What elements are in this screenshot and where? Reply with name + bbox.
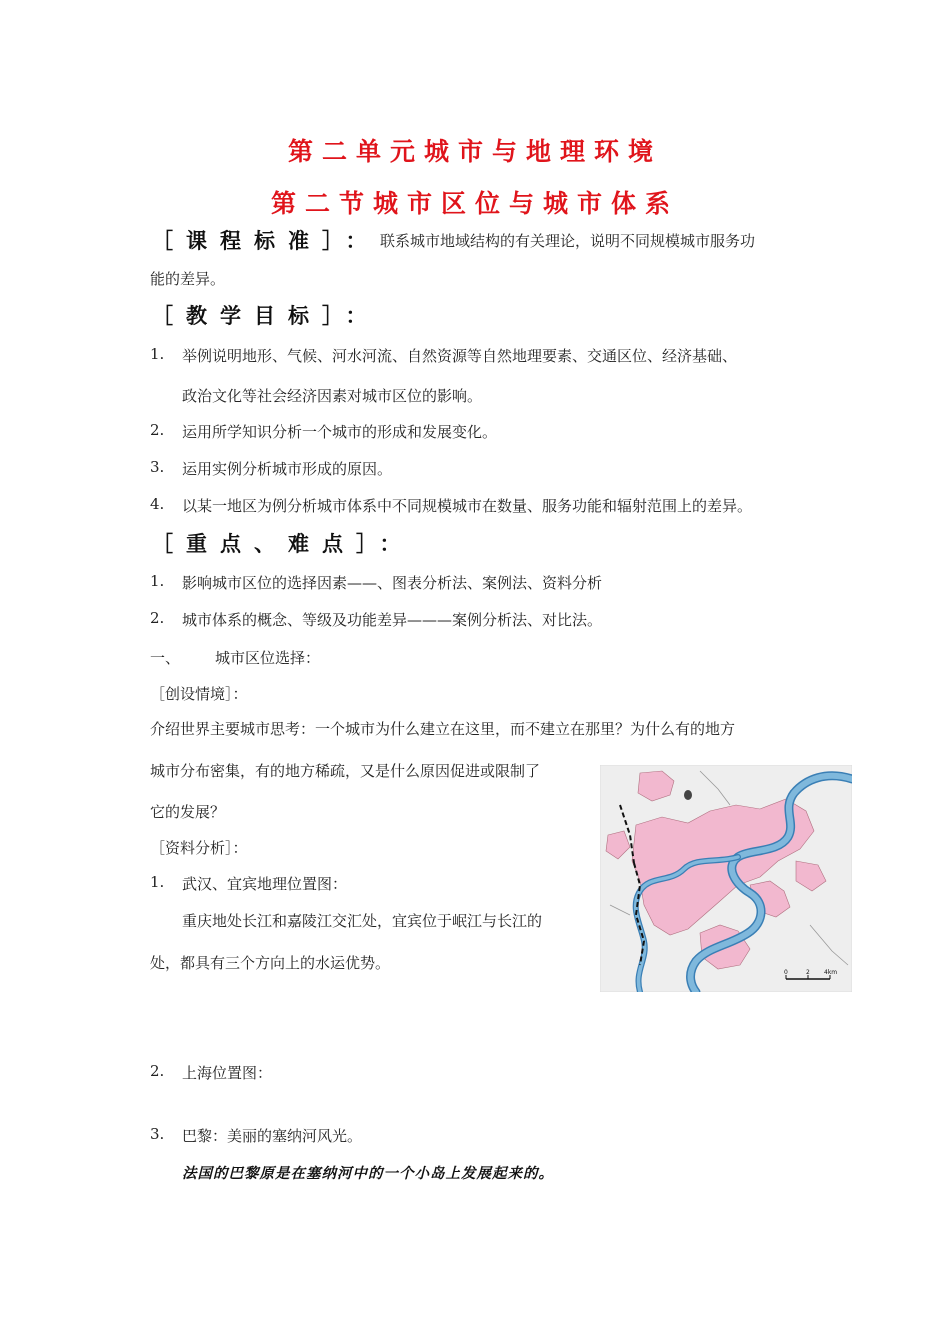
scale-label: 0 <box>784 969 788 976</box>
unit-title: 第二单元城市与地理环境 <box>287 137 662 166</box>
objective-text: 举例说明地形、气候、河水河流、自然资源等自然地理要素、交通区位、经济基础、 <box>182 347 738 365</box>
section-title: 第二节城市区位与城市体系 <box>270 189 679 218</box>
material-number: 1. <box>150 873 165 891</box>
curriculum-heading: ［课程标准］： <box>152 229 380 253</box>
lake <box>684 790 692 800</box>
objective-text: 以某一地区为例分析城市体系中不同规模城市在数量、服务功能和辐射范围上的差异。 <box>182 497 753 515</box>
scenario-text: 介绍世界主要城市思考：一个城市为什么建立在这里，而不建立在那里？为什么有的地方 <box>150 720 736 738</box>
scenario-text: 城市分布密集，有的地方稀疏，又是什么原因促进或限制了 <box>150 762 541 780</box>
material-detail: 重庆地处长江和嘉陵江交汇处，宜宾位于岷江与长江的 <box>182 912 543 930</box>
curriculum-text-line1: 联系城市地域结构的有关理论，说明不同规模城市服务功 <box>380 232 756 250</box>
objective-text: 运用实例分析城市形成的原因。 <box>182 460 393 478</box>
keypoint-number: 2. <box>150 609 165 627</box>
scenario-label: ［创设情境］： <box>150 685 248 703</box>
material-text: 巴黎：美丽的塞纳河风光。 <box>182 1127 363 1145</box>
material-detail: 处，都具有三个方向上的水运优势。 <box>150 954 391 972</box>
objective-text-continued: 政治文化等社会经济因素对城市区位的影响。 <box>182 387 483 405</box>
curriculum-text-line2: 能的差异。 <box>150 270 226 288</box>
section-number: 一、 <box>150 649 181 667</box>
keypoint-text: 影响城市区位的选择因素——、图表分析法、案例法、资料分析 <box>182 574 603 592</box>
objectives-heading: ［教学目标］： <box>152 304 380 328</box>
scenario-text: 它的发展？ <box>150 803 226 821</box>
city-map <box>600 765 852 992</box>
objective-number: 1. <box>150 345 165 363</box>
keypoints-heading: ［重点、难点］： <box>152 532 414 556</box>
objective-number: 4. <box>150 495 165 513</box>
material-number: 2. <box>150 1062 165 1080</box>
material-text: 武汉、宜宾地理位置图： <box>182 875 348 893</box>
material-number: 3. <box>150 1125 165 1143</box>
keypoint-number: 1. <box>150 572 165 590</box>
objective-number: 2. <box>150 421 165 439</box>
objective-number: 3. <box>150 458 165 476</box>
material-text: 上海位置图： <box>182 1064 273 1082</box>
keypoint-text: 城市体系的概念、等级及功能差异———案例分析法、对比法。 <box>182 611 603 629</box>
scale-label: 2 <box>806 969 810 976</box>
materials-label: ［资料分析］： <box>150 839 248 857</box>
material-detail: 法国的巴黎原是在塞纳河中的一个小岛上发展起来的。 <box>182 1165 554 1182</box>
objective-text: 运用所学知识分析一个城市的形成和发展变化。 <box>182 423 498 441</box>
scale-label: 4km <box>824 969 838 976</box>
section-heading: 城市区位选择： <box>215 649 321 667</box>
